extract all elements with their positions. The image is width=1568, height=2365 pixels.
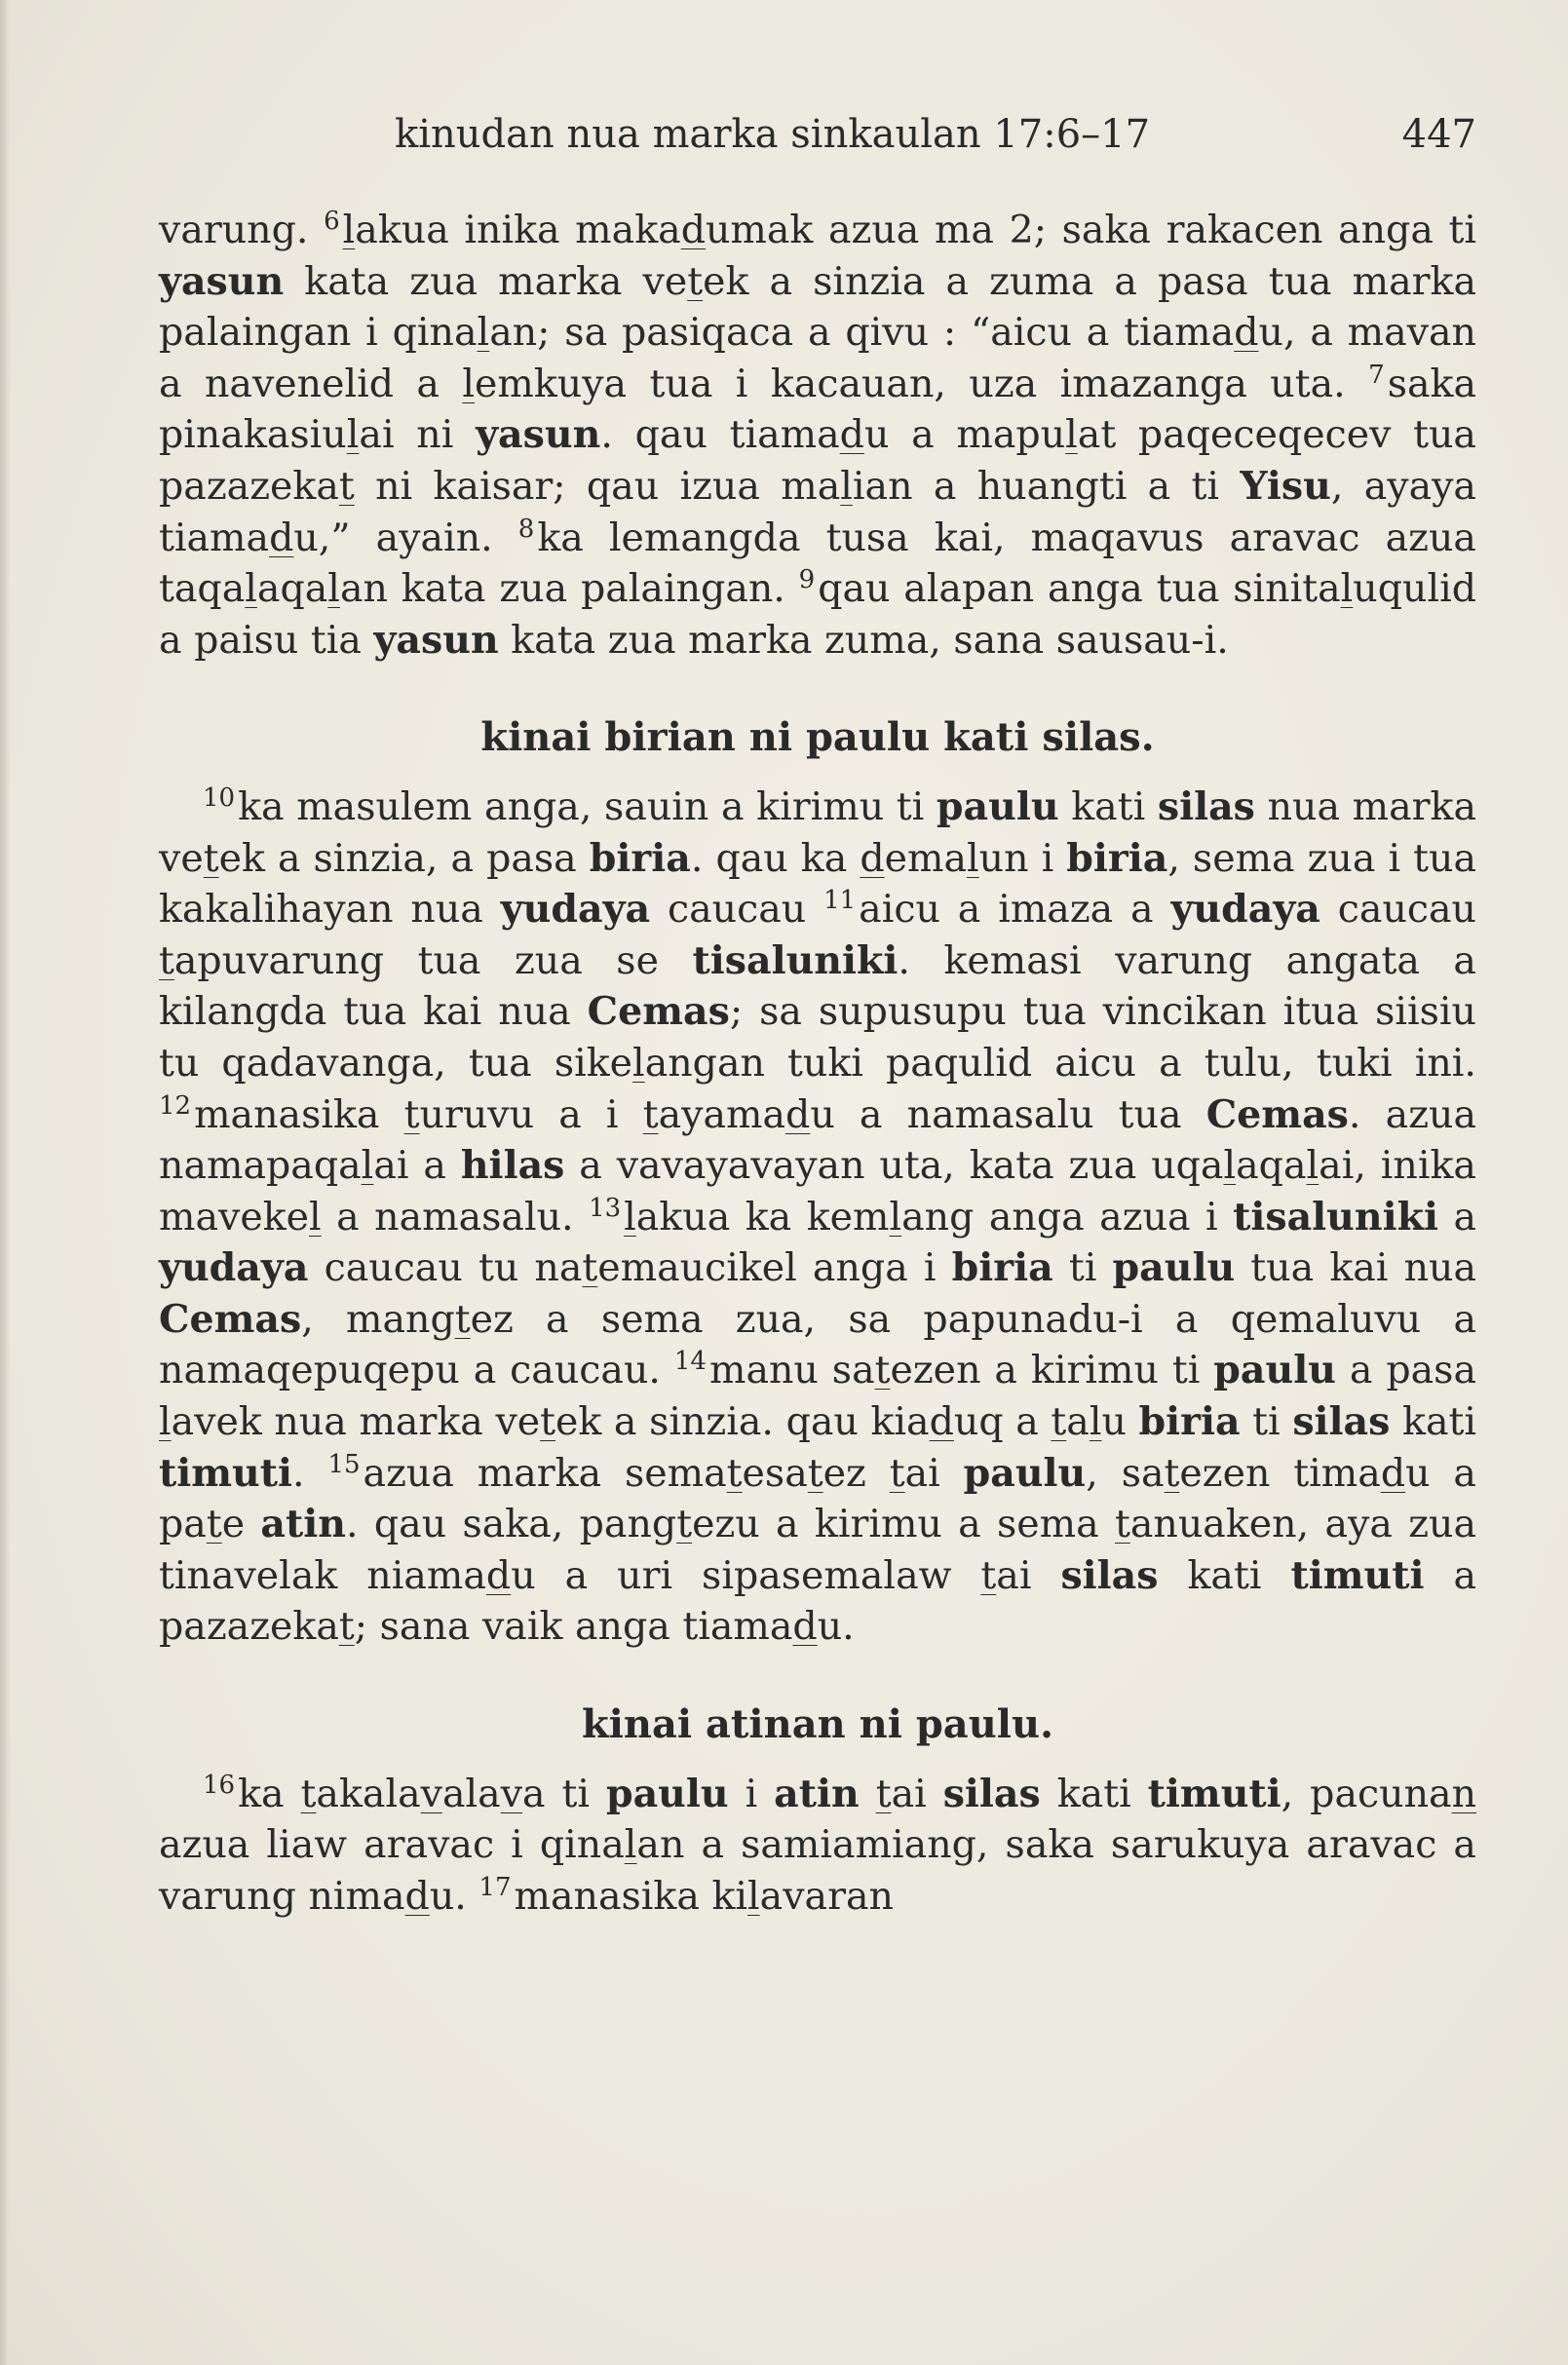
- running-title: kinudan nua marka sinkaulan 17:6–17: [395, 112, 1151, 157]
- text-body: [159, 205, 1476, 1922]
- verse-number: 14: [673, 1347, 707, 1377]
- verse-number: 7: [1368, 360, 1385, 390]
- paragraph-verses-6-9: varung. $^6$lakua inika makadumak azua ma 2; saka rakacen anga ti yasun kata zua marka vetek a sinzia a zuma a pasa tua marka palaingan i qinalan; sa pasiqaca a qivu : “aicu a tiamadu, a mavan a navenelid a lemkuya tua i kacauan, uza imazanga uta. $^7$saka pinakasiulai ni yasun. qau tiamadu a mapulat paqeceqecev tua pazazekat ni kaisar; qau izua malian a huangti a ti Yisu, ayaya tiamadu,” ayain. $^8$ka lemangda tusa kai, maqavus aravac azua taqalaqalan kata zua palaingan. $^9$qau alapan anga tua sinitaluqulid a paisu tia yasun kata zua marka zuma, sana sausau-i.: [159, 207, 1476, 663]
- paragraph-verses-10-15: $^{10}$ka masulem anga, sauin a kirimu ti paulu kati silas nua marka vetek a sinzia, a pasa biria. qau ka demalun i biria, sema zua i tua kakalihayan nua yudaya caucau $^{11}$aicu a imaza a yudaya caucau tapuvarung tua zua se tisaluniki. kemasi varung angata a kilangda tua kai nua Cemas; sa supusupu tua vincikan itua siisiu tu qadavanga, tua sikelangan tuki paqulid aicu a tulu, tuki ini. $^{12}$manasika turuvu a i tayamadu a namasalu tua Cemas. azua namapaqalai a hilas a vavayavayan uta, kata zua uqalaqalai, inika mavekel a namasalu. $^{13}$lakua ka kemlang anga azua i tisaluniki a yudaya caucau tu natemaucikel anga i biria ti paulu tua kai nua Cemas, mangtez a sema zua, sa papunadu-i a qemaluvu a namaqepuqepu a caucau. $^{14}$manu satezen a kirimu ti paulu a pasa lavek nua marka vetek a sinzia. qau kiaduq a talu biria ti silas kati timuti. $^{15}$azua marka sematesatez tai paulu, satezen timadu a pate atin. qau saka, pangtezu a kirimu a sema tanuaken, aya zua tinavelak niamadu a uri sipasemalaw tai silas kati timuti a pazazekat; sana vaik anga tiamadu.: [159, 782, 1477, 1650]
- verse-number: 10: [203, 782, 236, 813]
- verse-number: 12: [159, 1090, 192, 1121]
- page-number: 447: [1401, 112, 1476, 157]
- verse-number: 11: [823, 886, 857, 916]
- section-heading-1: kinai birian ni paulu kati silas.: [480, 714, 1155, 761]
- verse-number: 6: [324, 207, 340, 236]
- verse-number: 17: [478, 1872, 512, 1902]
- page-spine-edge: [0, 0, 10, 2365]
- section-heading-2: kinai atinan ni paulu.: [581, 1701, 1053, 1748]
- verse-number: 13: [589, 1193, 622, 1223]
- verse-number: 9: [798, 565, 816, 595]
- page-header: [395, 105, 1476, 164]
- verse-number: 8: [517, 514, 535, 544]
- verse-number: 15: [327, 1449, 361, 1479]
- paragraph-verses-16-17: $^{16}$ka takalavalava ti paulu i atin tai silas kati timuti, pacunan azua liaw aravac i qinalan a samiamiang, saka sarukuya aravac a varung nimadu. $^{17}$manasika kilavaran: [159, 1770, 1477, 1919]
- verse-number: 16: [203, 1770, 236, 1800]
